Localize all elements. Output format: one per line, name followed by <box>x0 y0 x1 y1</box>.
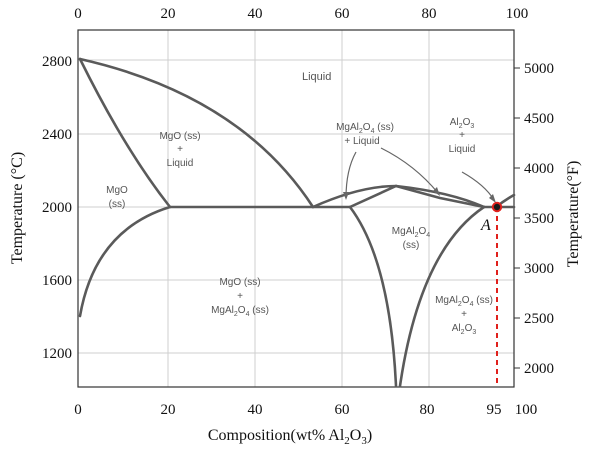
region-spinel-al2o3-line2: + <box>461 309 467 320</box>
left-tick-2000: 2000 <box>42 200 72 216</box>
bottom-tick-95: 95 <box>486 402 502 418</box>
region-mgo-ss-line2: (ss) <box>108 199 126 210</box>
region-spinel-al2o3-line3: $Al_2O_3$ <box>451 323 477 336</box>
top-tick-100: 100 <box>505 6 529 22</box>
region-al2o3-liquid-line3: Liquid <box>448 144 476 155</box>
region-mgo-liquid-line3: Liquid <box>166 158 194 169</box>
left-tick-2800: 2800 <box>42 54 72 70</box>
bottom-tick-80: 80 <box>419 402 435 418</box>
bottom-axis-labels <box>74 402 537 418</box>
y-right-axis-title: Temperature(°F) <box>565 160 582 268</box>
region-mgo-liquid-line1: MgO (ss) <box>159 131 201 142</box>
top-tick-0: 0 <box>74 6 82 22</box>
region-spinel-al2o3-line1: $MgAl_2O_4$ (ss) <box>435 295 493 308</box>
right-tick-5000: 5000 <box>524 61 554 77</box>
right-tick-3500: 3500 <box>524 211 554 227</box>
top-axis-labels <box>74 6 528 22</box>
right-axis-ticks <box>514 68 520 368</box>
right-tick-3000: 3000 <box>524 261 554 277</box>
left-axis-labels <box>42 54 72 362</box>
region-spinel-ss-line1: $MgAl_2O_4$ <box>391 226 431 239</box>
bottom-tick-0: 0 <box>74 402 82 418</box>
y-left-axis-title: Temperature (°C) <box>9 151 26 265</box>
right-tick-4000: 4000 <box>524 161 554 177</box>
bottom-tick-60: 60 <box>334 402 350 418</box>
left-tick-2400: 2400 <box>42 127 72 143</box>
region-al2o3-liquid-line1: $Al_2O_3$ <box>449 117 475 130</box>
plot-area <box>78 30 514 387</box>
bottom-tick-100: 100 <box>514 402 538 418</box>
region-al2o3-liquid-line2: + <box>459 130 465 141</box>
point-a-marker <box>493 203 501 211</box>
region-mgo-spinel-line3: $MgAl_2O_4$ (ss) <box>211 305 269 318</box>
x-axis-title: Composition(wt% $Al_2O_3$) <box>207 427 373 447</box>
region-spinel-liquid-line1: $MgAl_2O_4$ (ss) <box>336 122 394 135</box>
top-tick-80: 80 <box>421 6 437 22</box>
left-tick-1200: 1200 <box>42 346 72 362</box>
right-tick-4500: 4500 <box>524 111 554 127</box>
top-tick-20: 20 <box>160 6 176 22</box>
region-spinel-liquid-line2: + Liquid <box>344 136 380 147</box>
region-spinel-ss-line2: (ss) <box>402 240 420 251</box>
bottom-tick-40: 40 <box>247 402 263 418</box>
right-tick-2000: 2000 <box>524 361 554 377</box>
left-tick-1600: 1600 <box>42 273 72 289</box>
region-mgo-spinel-line2: + <box>237 291 243 302</box>
region-mgo-ss-line1: MgO <box>106 185 128 196</box>
region-liquid: Liquid <box>302 71 332 83</box>
region-mgo-spinel-line1: MgO (ss) <box>219 277 261 288</box>
bottom-tick-20: 20 <box>160 402 176 418</box>
top-tick-60: 60 <box>334 6 350 22</box>
region-mgo-liquid-line2: + <box>177 144 183 155</box>
right-tick-2500: 2500 <box>524 311 554 327</box>
top-tick-40: 40 <box>247 6 263 22</box>
right-axis-labels <box>524 61 554 377</box>
point-a-label: A <box>481 217 491 234</box>
